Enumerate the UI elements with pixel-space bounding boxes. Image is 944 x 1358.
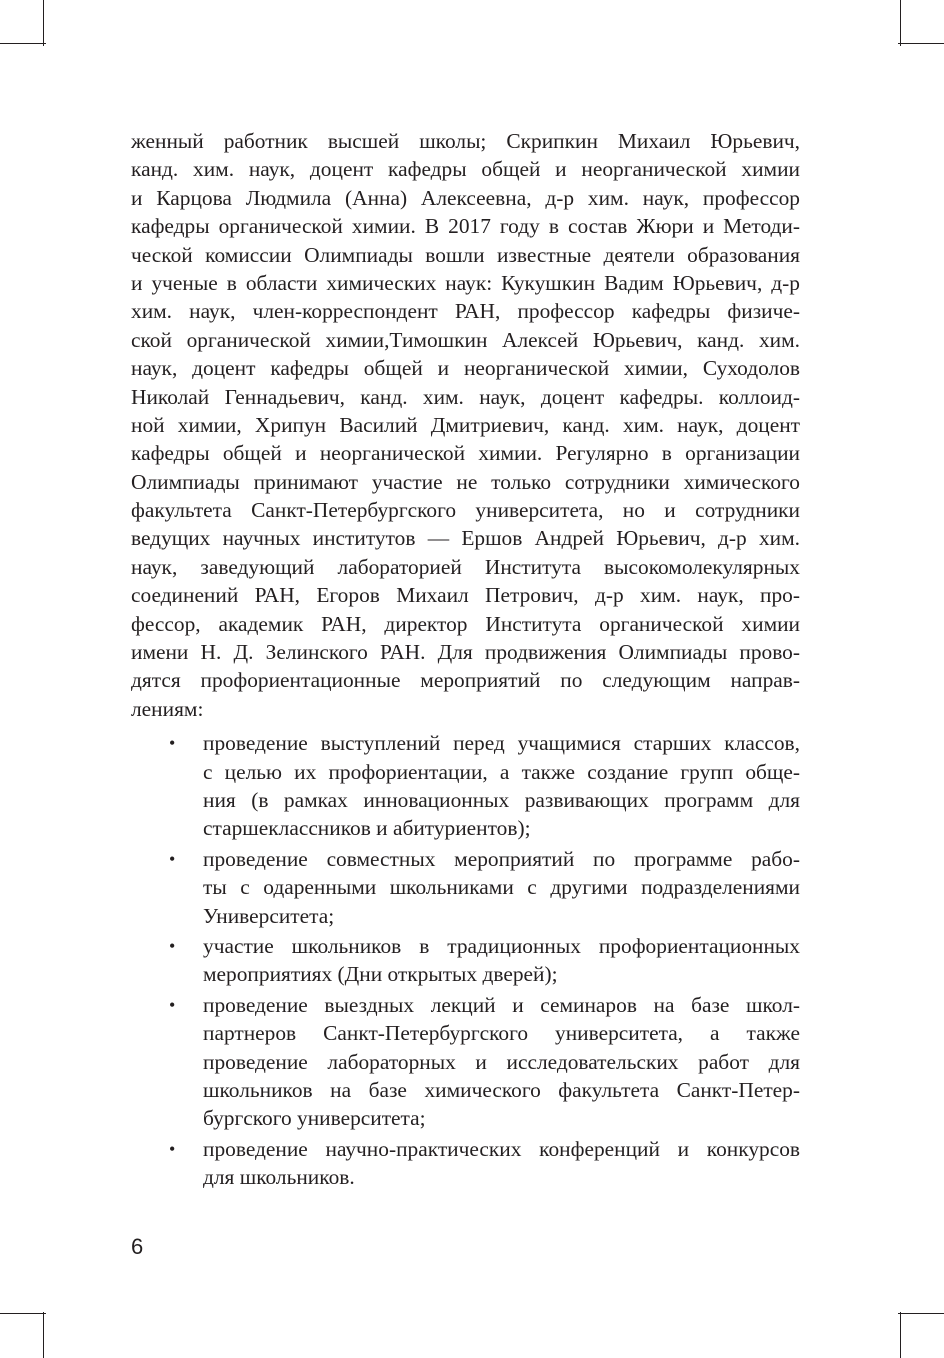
list-item-line: бургского университета; [203, 1106, 426, 1131]
crop-mark-top-left-v [43, 0, 44, 46]
paragraph-line: Олимпиады принимают участие не только сотрудники химического [131, 469, 800, 494]
list-item-line: проведение выступлений перед учащимися старших классов, [203, 731, 800, 756]
paragraph-line: имени Н. Д. Зелинского РАН. Для продвижения Олимпиады прово- [131, 640, 800, 665]
paragraph-line: ческой комиссии Олимпиады вошли известные деятели образования [131, 242, 800, 267]
paragraph-line: женный работник высшей школы; Скрипкин Михаил Юрьевич, [131, 129, 800, 153]
list-item [131, 991, 800, 1133]
bullet-icon: • [169, 994, 176, 1015]
list-item-line: Университета; [203, 903, 335, 928]
bullet-icon: • [169, 848, 176, 869]
list-item-line: для школьников. [203, 1165, 355, 1190]
list-item-line: ния (в рамках инновационных развивающих программ для [203, 787, 800, 812]
list-item-line: проведение совместных мероприятий по программе рабо- [203, 846, 800, 871]
paragraph-line: ской органической химии,Тимошкин Алексей Юрьевич, канд. хим. [131, 327, 800, 352]
list-item-line: школьников на базе химического факультета Санкт-Петер- [203, 1077, 800, 1102]
page-body [131, 127, 800, 1193]
body-paragraph [131, 127, 800, 723]
paragraph-line: дятся профориентационные мероприятий по следующим направ- [131, 668, 800, 693]
paragraph-line: наук, заведующий лабораторией Института высокомолекулярных [131, 554, 800, 579]
list-item-line: проведение выездных лекций и семинаров на базе школ- [203, 992, 800, 1017]
paragraph-line: наук, доцент кафедры общей и неорганической химии, Суходолов [131, 356, 800, 381]
paragraph-line: и ученые в области химических наук: Кукушкин Вадим Юрьевич, д-р [131, 270, 800, 295]
list-item-line: старшеклассников и абитуриентов); [203, 816, 531, 841]
paragraph-line: кафедры органической химии. В 2017 году в состав Жюри и Методи- [131, 214, 800, 239]
paragraph-line: и Карцова Людмила (Анна) Алексеевна, д-р хим. наук, профессор [131, 185, 800, 210]
list-item [131, 845, 800, 930]
list-item-line: ты с одаренными школьниками с другими подразделениями [203, 875, 800, 900]
list-item [131, 932, 800, 989]
crop-mark-top-left-h [0, 43, 46, 44]
list-item [131, 729, 800, 843]
paragraph-line: лениям: [131, 696, 204, 721]
crop-mark-top-right-v [900, 0, 901, 46]
bullet-icon: • [169, 1138, 176, 1159]
paragraph-line: ведущих научных институтов — Ершов Андрей Юрьевич, д-р хим. [131, 526, 800, 551]
list-item-line: проведение научно-практических конференций и конкурсов [203, 1136, 800, 1161]
list-item-line: партнеров Санкт-Петербургского университета, а также [203, 1021, 800, 1046]
paragraph-line: Николай Геннадьевич, канд. хим. наук, доцент кафедры. коллоид- [131, 384, 800, 409]
paragraph-line: факультета Санкт-Петербургского университета, но и сотрудники [131, 498, 800, 523]
crop-mark-bottom-right-v [900, 1312, 901, 1358]
paragraph-line: фессор, академик РАН, директор Института органической химии [131, 611, 800, 636]
crop-mark-bottom-right-h [898, 1313, 944, 1314]
list-item-line: участие школьников в традиционных профориентационных [203, 933, 800, 958]
paragraph-line: соединений РАН, Егоров Михаил Петрович, д-р хим. наук, про- [131, 583, 800, 608]
crop-mark-bottom-left-h [0, 1313, 46, 1314]
paragraph-line: кафедры общей и неорганической химии. Регулярно в организации [131, 441, 800, 466]
bullet-icon: • [169, 935, 176, 956]
list-item [131, 1135, 800, 1192]
crop-mark-top-right-h [898, 43, 944, 44]
list-item-line: проведение лабораторных и исследовательских работ для [203, 1049, 800, 1074]
list-item-line: мероприятиях (Дни открытых дверей); [203, 962, 558, 987]
crop-mark-bottom-left-v [43, 1312, 44, 1358]
paragraph-line: ной химии, Хрипун Василий Дмитриевич, канд. хим. наук, доцент [131, 412, 800, 437]
bullet-list [131, 729, 800, 1191]
list-item-line: с целью их профориентации, а также создание групп обще- [203, 759, 800, 784]
bullet-icon: • [169, 733, 176, 754]
paragraph-line: хим. наук, член-корреспондент РАН, профессор кафедры физиче- [131, 299, 800, 324]
page-number: 6 [131, 1234, 144, 1259]
paragraph-line: канд. хим. наук, доцент кафедры общей и неорганической химии [131, 157, 800, 182]
